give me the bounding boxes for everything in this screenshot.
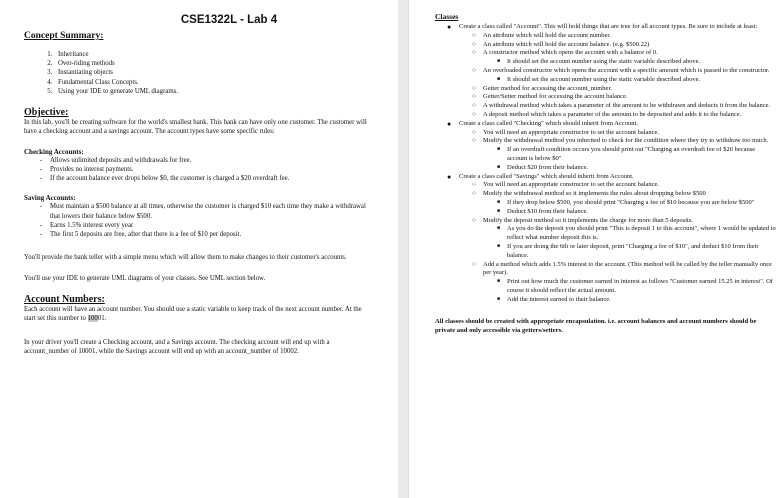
- requirement-text: Modify the deposit method so it implements the charge for more than 5 deposits.: [483, 216, 694, 224]
- requirement-text: A withdrawal method which takes a parameter of the amount to be withdrawn and deducts it from the balance.: [483, 102, 771, 110]
- requirement-text: A deposit method which takes a parameter of the amount to be deposited and adds it to the balance.: [483, 110, 742, 118]
- requirement-item-level-3: [435, 225, 776, 243]
- requirement-item-level-2: [435, 67, 776, 76]
- hollow-bullet-icon: ○: [472, 110, 476, 118]
- requirement-text: If you are doing the 6th or later deposit, print "Charging a fee of $10", and deduct $10 from their balance.: [507, 242, 759, 259]
- checking-rule: - Allows unlimited deposits and withdrawals for free.: [40, 156, 374, 165]
- requirement-item-level-2: [435, 137, 776, 146]
- savings-rules-list: [24, 202, 374, 239]
- requirement-item-level-1: [435, 23, 776, 32]
- requirement-item-level-1: [435, 173, 776, 182]
- square-bullet-icon: ■: [497, 147, 501, 153]
- concept-item: 1. Inheritance: [54, 50, 374, 59]
- driver-paragraph: In your driver you'll create a Checking account, and a Savings account. The checking account will end up with a account_number of 10001, while the Savings account will end up with an account_number of 10002.: [24, 338, 330, 356]
- requirement-text: Add a method which adds 1.5% interest to the account. (This method will be called by the teller manually once per year).: [483, 260, 772, 277]
- concept-summary-heading: Concept Summary:: [24, 31, 104, 41]
- requirement-item-level-2: [435, 129, 776, 138]
- requirement-item-level-2: [435, 111, 776, 120]
- requirement-text: You will need an appropriate constructor to set the account balance.: [483, 128, 660, 136]
- requirement-item-level-2: [435, 32, 776, 41]
- requirement-text: Create a class called "Savings" which should inherit from Account.: [459, 172, 634, 180]
- requirement-item-level-3: [435, 278, 776, 296]
- account-numbers-paragraph: [24, 305, 374, 324]
- highlighted-number: 100: [87, 315, 98, 323]
- hollow-bullet-icon: ○: [472, 102, 476, 110]
- requirement-text: Create a class called "Account". This will hold things that are true for all account types. Be sure to include at least:: [459, 23, 758, 30]
- menu-paragraph: You'll provide the bank teller with a simple menu which will allow them to make changes to their customer's accounts.: [24, 254, 347, 262]
- concept-item: 2. Over-riding methods: [54, 59, 374, 68]
- hollow-bullet-icon: ○: [472, 181, 476, 189]
- filled-bullet-icon: ●: [447, 172, 452, 181]
- requirement-item-level-2: [435, 190, 776, 199]
- requirement-text: An attribute which will hold the account balance. (e.g. $500.22): [483, 40, 650, 48]
- requirement-item-level-2: [435, 49, 776, 58]
- requirement-item-level-1: [435, 120, 776, 129]
- encapsulation-note: All classes should be created with appropriate encapsulation. i.e. account balances and account numbers should be private and only accessible via getters/setters.: [435, 317, 757, 334]
- account-numbers-text-end: 01.: [97, 315, 107, 323]
- requirement-text: Getter/Setter method for accessing the account balance.: [483, 93, 628, 101]
- saving-accounts-heading: Saving Accounts:: [24, 194, 76, 203]
- hollow-bullet-icon: ○: [472, 190, 476, 198]
- requirement-text: Deduct $20 from their balance.: [507, 163, 589, 171]
- requirement-item-level-2: [435, 102, 776, 111]
- requirement-text: Modify the withdrawal method so it implements the rules about dropping below $500: [483, 190, 706, 198]
- hollow-bullet-icon: ○: [472, 260, 476, 268]
- square-bullet-icon: ■: [497, 208, 501, 214]
- hollow-bullet-icon: ○: [472, 128, 476, 136]
- objective-text: In this lab, you'll be creating software for the world's smallest bank. This bank can have only one customer. The customer will have a checking account and a savings account. The account types have some specific rules:: [24, 119, 367, 136]
- requirement-item-level-2: [435, 85, 776, 94]
- savings-rule: - The first 5 deposits are free, after that there is a fee of $10 per deposit.: [40, 230, 374, 239]
- requirement-item-level-3: [435, 146, 776, 164]
- requirement-item-level-3: [435, 164, 776, 173]
- page-gutter: [398, 0, 408, 498]
- savings-rule: - Must maintain a $500 balance at all times, otherwise the customer is charged $10 each time they make a withdrawal that lowers their balance below $500.: [40, 202, 374, 220]
- hollow-bullet-icon: ○: [472, 40, 476, 48]
- requirement-text: As you do the deposit you should print "This is deposit 1 to this account", where 1 would be updated to reflect what number deposit this is.: [507, 225, 776, 242]
- checking-rules-list: [24, 156, 374, 184]
- requirement-item-level-2: [435, 41, 776, 50]
- hollow-bullet-icon: ○: [472, 66, 476, 74]
- square-bullet-icon: ■: [497, 164, 501, 170]
- requirement-item-level-2: [435, 217, 776, 226]
- requirement-text: Modify the withdrawal method you inherited to check for the condition where they try to withdraw too much.: [483, 137, 769, 145]
- filled-bullet-icon: ●: [447, 119, 452, 128]
- square-bullet-icon: ■: [497, 76, 501, 82]
- concept-list: [24, 50, 374, 96]
- hollow-bullet-icon: ○: [472, 31, 476, 39]
- square-bullet-icon: ■: [497, 59, 501, 65]
- requirement-item-level-3: [435, 58, 776, 67]
- square-bullet-icon: ■: [497, 199, 501, 205]
- class-requirements-list: [435, 23, 776, 305]
- requirement-item-level-3: [435, 199, 776, 208]
- requirement-text: Create a class called "Checking" which should inherit from Account.: [459, 119, 638, 127]
- hollow-bullet-icon: ○: [472, 216, 476, 224]
- hollow-bullet-icon: ○: [472, 84, 476, 92]
- requirement-text: It should set the account number using the static variable described above.: [507, 58, 701, 66]
- requirement-text: Deduct $10 from their balance.: [507, 207, 589, 215]
- hollow-bullet-icon: ○: [472, 93, 476, 101]
- uml-paragraph: You'll use your IDE to generate UML diagrams of your classes. See UML section below.: [24, 274, 266, 282]
- requirement-text: A constructor method which opens the account with a balance of 0.: [483, 49, 658, 57]
- requirement-item-level-2: [435, 93, 776, 102]
- requirement-item-level-3: [435, 76, 776, 85]
- checking-rule: - If the account balance ever drops below $0, the customer is charged a $20 overdraft fee.: [40, 174, 374, 183]
- classes-heading: Classes: [435, 12, 459, 21]
- requirement-text: An attribute which will hold the account number.: [483, 31, 611, 39]
- checking-accounts-heading: Checking Accounts:: [24, 147, 84, 156]
- account-numbers-heading: Account Numbers:: [24, 294, 105, 306]
- requirement-item-level-2: [435, 181, 776, 190]
- requirement-text: If an overdraft condition occurs you should print out "Charging an overdraft fee of $20 because account is below $0": [507, 146, 756, 162]
- requirement-text: Add the interest earned to their balance.: [507, 295, 611, 303]
- requirement-text: Getter method for accessing the account_number.: [483, 84, 612, 92]
- objective-heading: Objective:: [24, 107, 69, 119]
- account-numbers-text: Each account will have an account number. You should use a static variable to keep track of the next account number. At the start set this number to: [24, 306, 362, 323]
- right-page: [408, 0, 782, 498]
- requirement-item-level-3: [435, 208, 776, 217]
- requirement-text: You will need an appropriate constructor to set the account balance.: [483, 181, 660, 189]
- square-bullet-icon: ■: [497, 226, 501, 232]
- requirement-item-level-2: [435, 261, 776, 279]
- requirement-item-level-3: [435, 296, 776, 305]
- square-bullet-icon: ■: [497, 243, 501, 249]
- requirement-text: An overloaded constructor which opens the account with a specific amount which is passed to the constructor.: [483, 66, 770, 74]
- concept-item: 5. Using your IDE to generate UML diagrams.: [54, 87, 374, 96]
- square-bullet-icon: ■: [497, 296, 501, 302]
- requirement-text: If they drop below $500, you should print "Charging a fee of $10 because you are below $500": [507, 198, 755, 206]
- requirement-item-level-3: [435, 243, 776, 261]
- concept-item: 3. Instantiating objects: [54, 68, 374, 77]
- concept-item: 4. Fundamental Class Concepts.: [54, 78, 374, 87]
- requirement-text: It should set the account number using the static variable described above.: [507, 75, 701, 83]
- savings-rule: - Earns 1.5% interest every year: [40, 221, 374, 230]
- hollow-bullet-icon: ○: [472, 49, 476, 57]
- requirement-text: Print out how much the customer earned in interest as follows "Customer earned 15.25 in interest". Of course it should reflect the actual amount.: [507, 278, 773, 294]
- lab-title: CSE1322L - Lab 4: [180, 14, 278, 26]
- hollow-bullet-icon: ○: [472, 137, 476, 145]
- filled-bullet-icon: ●: [447, 23, 452, 31]
- checking-rule: - Provides no interest payments.: [40, 165, 374, 174]
- square-bullet-icon: ■: [497, 279, 501, 285]
